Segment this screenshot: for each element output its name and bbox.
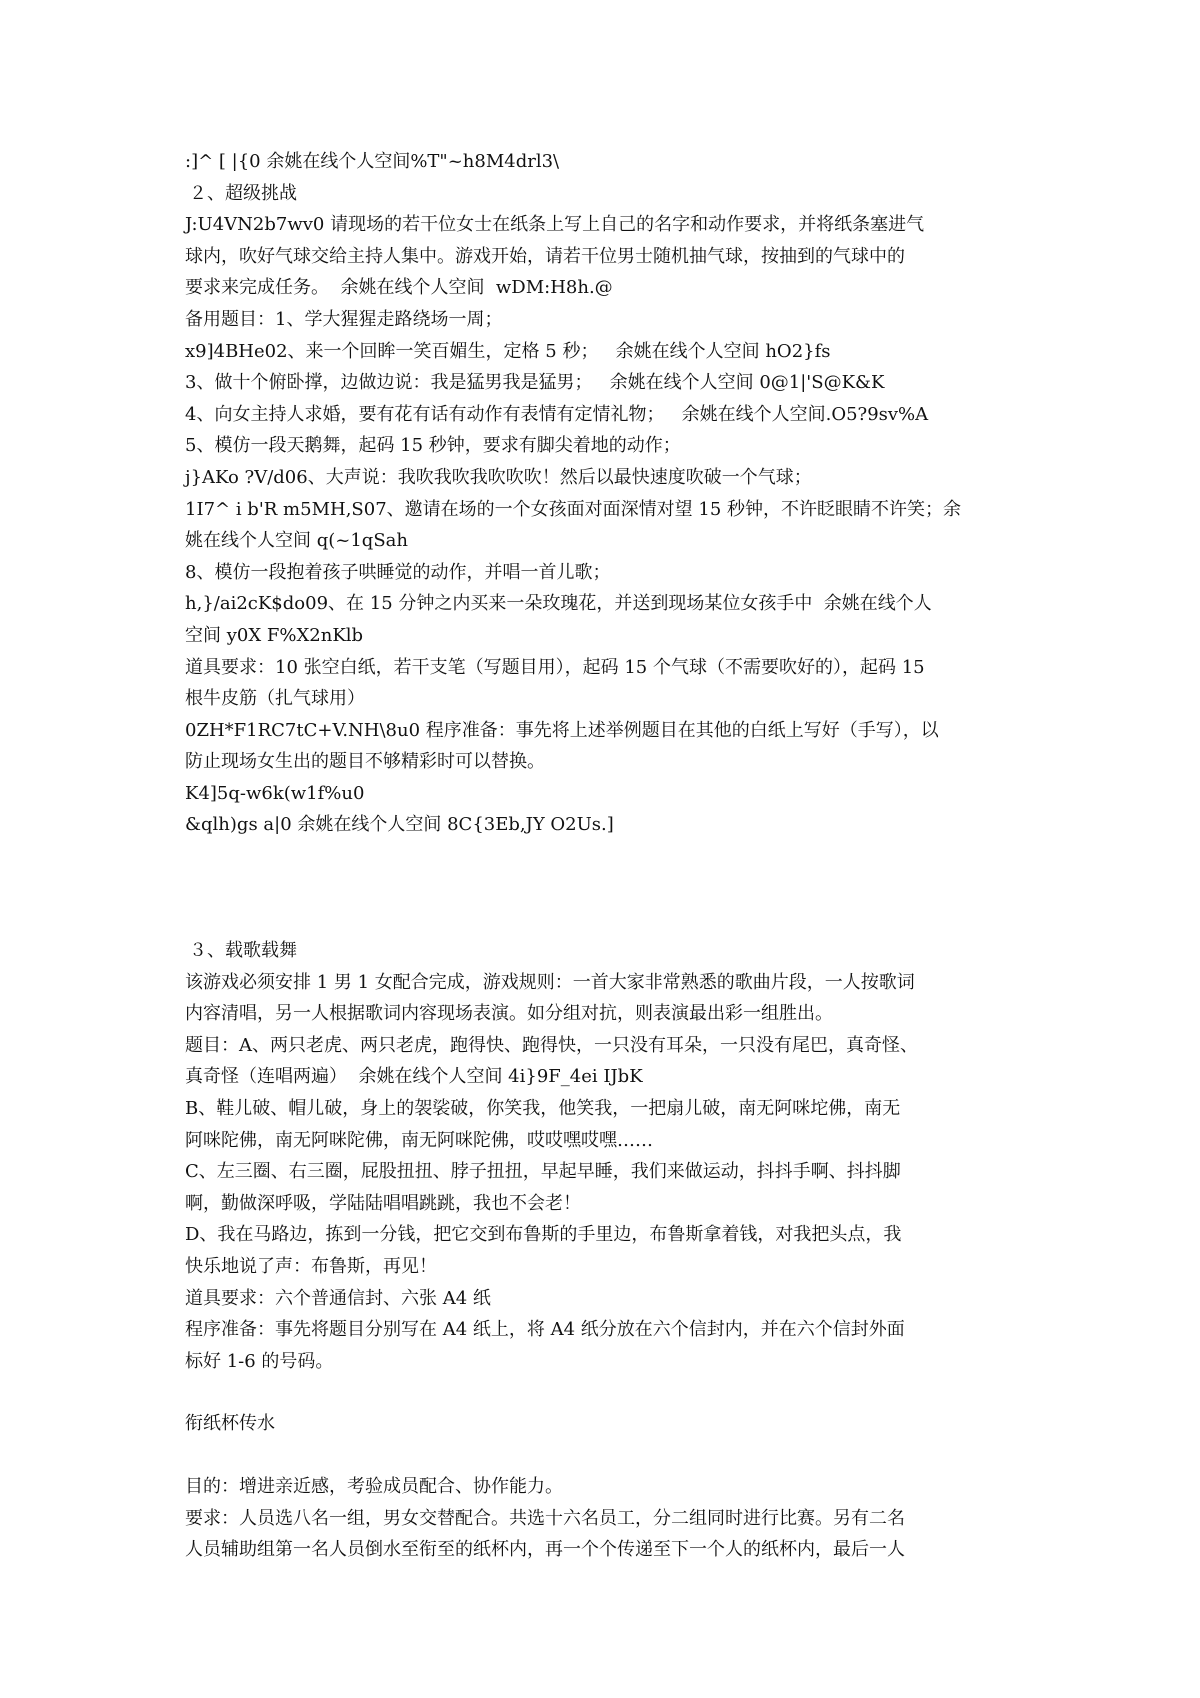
section-super-challenge bbox=[185, 146, 1025, 841]
text-line: 备用题目：1、学大猩猩走路绕场一周； bbox=[185, 308, 503, 330]
text-line: 空间 y0X F%X2nKlb bbox=[185, 624, 364, 646]
text-line: C、左三圈、右三圈，屁股扭扭、脖子扭扭，早起早睡，我们来做运动，抖抖手啊、抖抖脚 bbox=[185, 1161, 901, 1183]
spacer bbox=[185, 1440, 1025, 1471]
text-line: 8、模仿一段抱着孩子哄睡觉的动作，并唱一首儿歌； bbox=[185, 561, 611, 583]
spacer bbox=[185, 841, 1025, 935]
text-line: 3、做十个俯卧撑，边做边说：我是猛男我是猛男； 余姚在线个人空间 0@1|'S@K&K bbox=[185, 372, 885, 394]
text-line: 目的：增进亲近感，考验成员配合、协作能力。 bbox=[185, 1475, 563, 1497]
section-heading: 衔纸杯传水 bbox=[185, 1413, 275, 1435]
text-line: K4]5q-w6k(w1f%u0 bbox=[185, 782, 365, 804]
section-cup-relay-title bbox=[185, 1408, 1025, 1440]
spacer bbox=[185, 1377, 1025, 1408]
text-line: 0ZH*F1RC7tC+V.NH\8u0 程序准备：事先将上述举例题目在其他的白纸上写好（手写），以 bbox=[185, 719, 939, 741]
text-line: 内容清唱，另一人根据歌词内容现场表演。如分组对抗，则表演最出彩一组胜出。 bbox=[185, 1003, 833, 1025]
text-line: 该游戏必须安排 1 男 1 女配合完成，游戏规则：一首大家非常熟悉的歌曲片段，一人按歌词 bbox=[185, 971, 915, 993]
text-line: &qlh)gs a|0 余姚在线个人空间 8C{3Eb,JY O2Us.] bbox=[185, 814, 614, 836]
text-line: 道具要求：六个普通信封、六张 A4 纸 bbox=[185, 1287, 491, 1309]
text-line: 5、模仿一段天鹅舞，起码 15 秒钟，要求有脚尖着地的动作； bbox=[185, 435, 681, 457]
text-line: 人员辅助组第一名人员倒水至衔至的纸杯内，再一个个传递至下一个人的纸杯内，最后一人 bbox=[185, 1539, 905, 1561]
text-line: 姚在线个人空间 q(~1qSah bbox=[185, 530, 408, 552]
text-line: 要求：人员选八名一组，男女交替配合。共选十六名员工，分二组同时进行比赛。另有二名 bbox=[185, 1507, 905, 1529]
text-line: 1I7^ i b'R m5MH,S07、邀请在场的一个女孩面对面深情对望 15 秒钟，不许眨眼睛不许笑；余 bbox=[185, 498, 961, 520]
text-line: 球内，吹好气球交给主持人集中。游戏开始，请若干位男士随机抽气球，按抽到的气球中的 bbox=[185, 245, 905, 267]
text-line: 快乐地说了声：布鲁斯，再见！ bbox=[185, 1256, 437, 1277]
text-line: x9]4BHe02、来一个回眸一笑百媚生，定格 5 秒； 余姚在线个人空间 hO2}fs bbox=[185, 340, 831, 362]
text-line: B、鞋儿破、帽儿破，身上的袈裟破，你笑我，他笑我，一把扇儿破，南无阿咪坨佛，南无 bbox=[185, 1098, 901, 1120]
section-sing-dance bbox=[185, 935, 1025, 1377]
text-line: 真奇怪（连唱两遍） 余姚在线个人空间 4i}9F_4ei IJbK bbox=[185, 1066, 643, 1088]
text-line: :]^ [ |{0 余姚在线个人空间%T"~h8M4drl3\ bbox=[185, 151, 560, 172]
text-line: 阿咪陀佛，南无阿咪陀佛，南无阿咪陀佛，哎哎嘿哎嘿…… bbox=[185, 1129, 653, 1151]
document-body bbox=[185, 146, 1025, 1566]
text-line: 标好 1-6 的号码。 bbox=[185, 1350, 334, 1372]
text-line: j}AKo ?V/d06、大声说：我吹我吹我吹吹吹！然后以最快速度吹破一个气球； bbox=[185, 466, 812, 488]
text-line: h,}/ai2cK$do09、在 15 分钟之内买来一朵玫瑰花，并送到现场某位女孩手中 余姚在线个人 bbox=[185, 593, 932, 615]
text-line: 根牛皮筋（扎气球用） bbox=[185, 688, 365, 710]
text-line: 道具要求：10 张空白纸，若干支笔（写题目用），起码 15 个气球（不需要吹好的），起码 15 bbox=[185, 656, 925, 678]
section-cup-relay bbox=[185, 1471, 1025, 1566]
text-line: 防止现场女生出的题目不够精彩时可以替换。 bbox=[185, 751, 545, 773]
text-line: 要求来完成任务。 余姚在线个人空间 wDM:H8h.@ bbox=[185, 277, 613, 299]
text-line: D、我在马路边，拣到一分钱，把它交到布鲁斯的手里边，布鲁斯拿着钱，对我把头点，我 bbox=[185, 1224, 902, 1246]
text-line: 4、向女主持人求婚，要有花有话有动作有表情有定情礼物； 余姚在线个人空间.O5?9sv%A bbox=[185, 403, 929, 425]
section-heading: ２、超级挑战 bbox=[189, 182, 297, 204]
section-heading: ３、载歌载舞 bbox=[189, 940, 297, 962]
text-line: 题目：A、两只老虎、两只老虎，跑得快、跑得快，一只没有耳朵，一只没有尾巴，真奇怪、 bbox=[185, 1034, 918, 1056]
text-line: J:U4VN2b7wv0 请现场的若干位女士在纸条上写上自己的名字和动作要求，并将纸条塞进气 bbox=[185, 214, 925, 236]
text-line: 程序准备：事先将题目分别写在 A4 纸上，将 A4 纸分放在六个信封内，并在六个信封外面 bbox=[185, 1319, 905, 1341]
text-line: 啊，勤做深呼吸，学陆陆唱唱跳跳，我也不会老！ bbox=[185, 1192, 581, 1214]
